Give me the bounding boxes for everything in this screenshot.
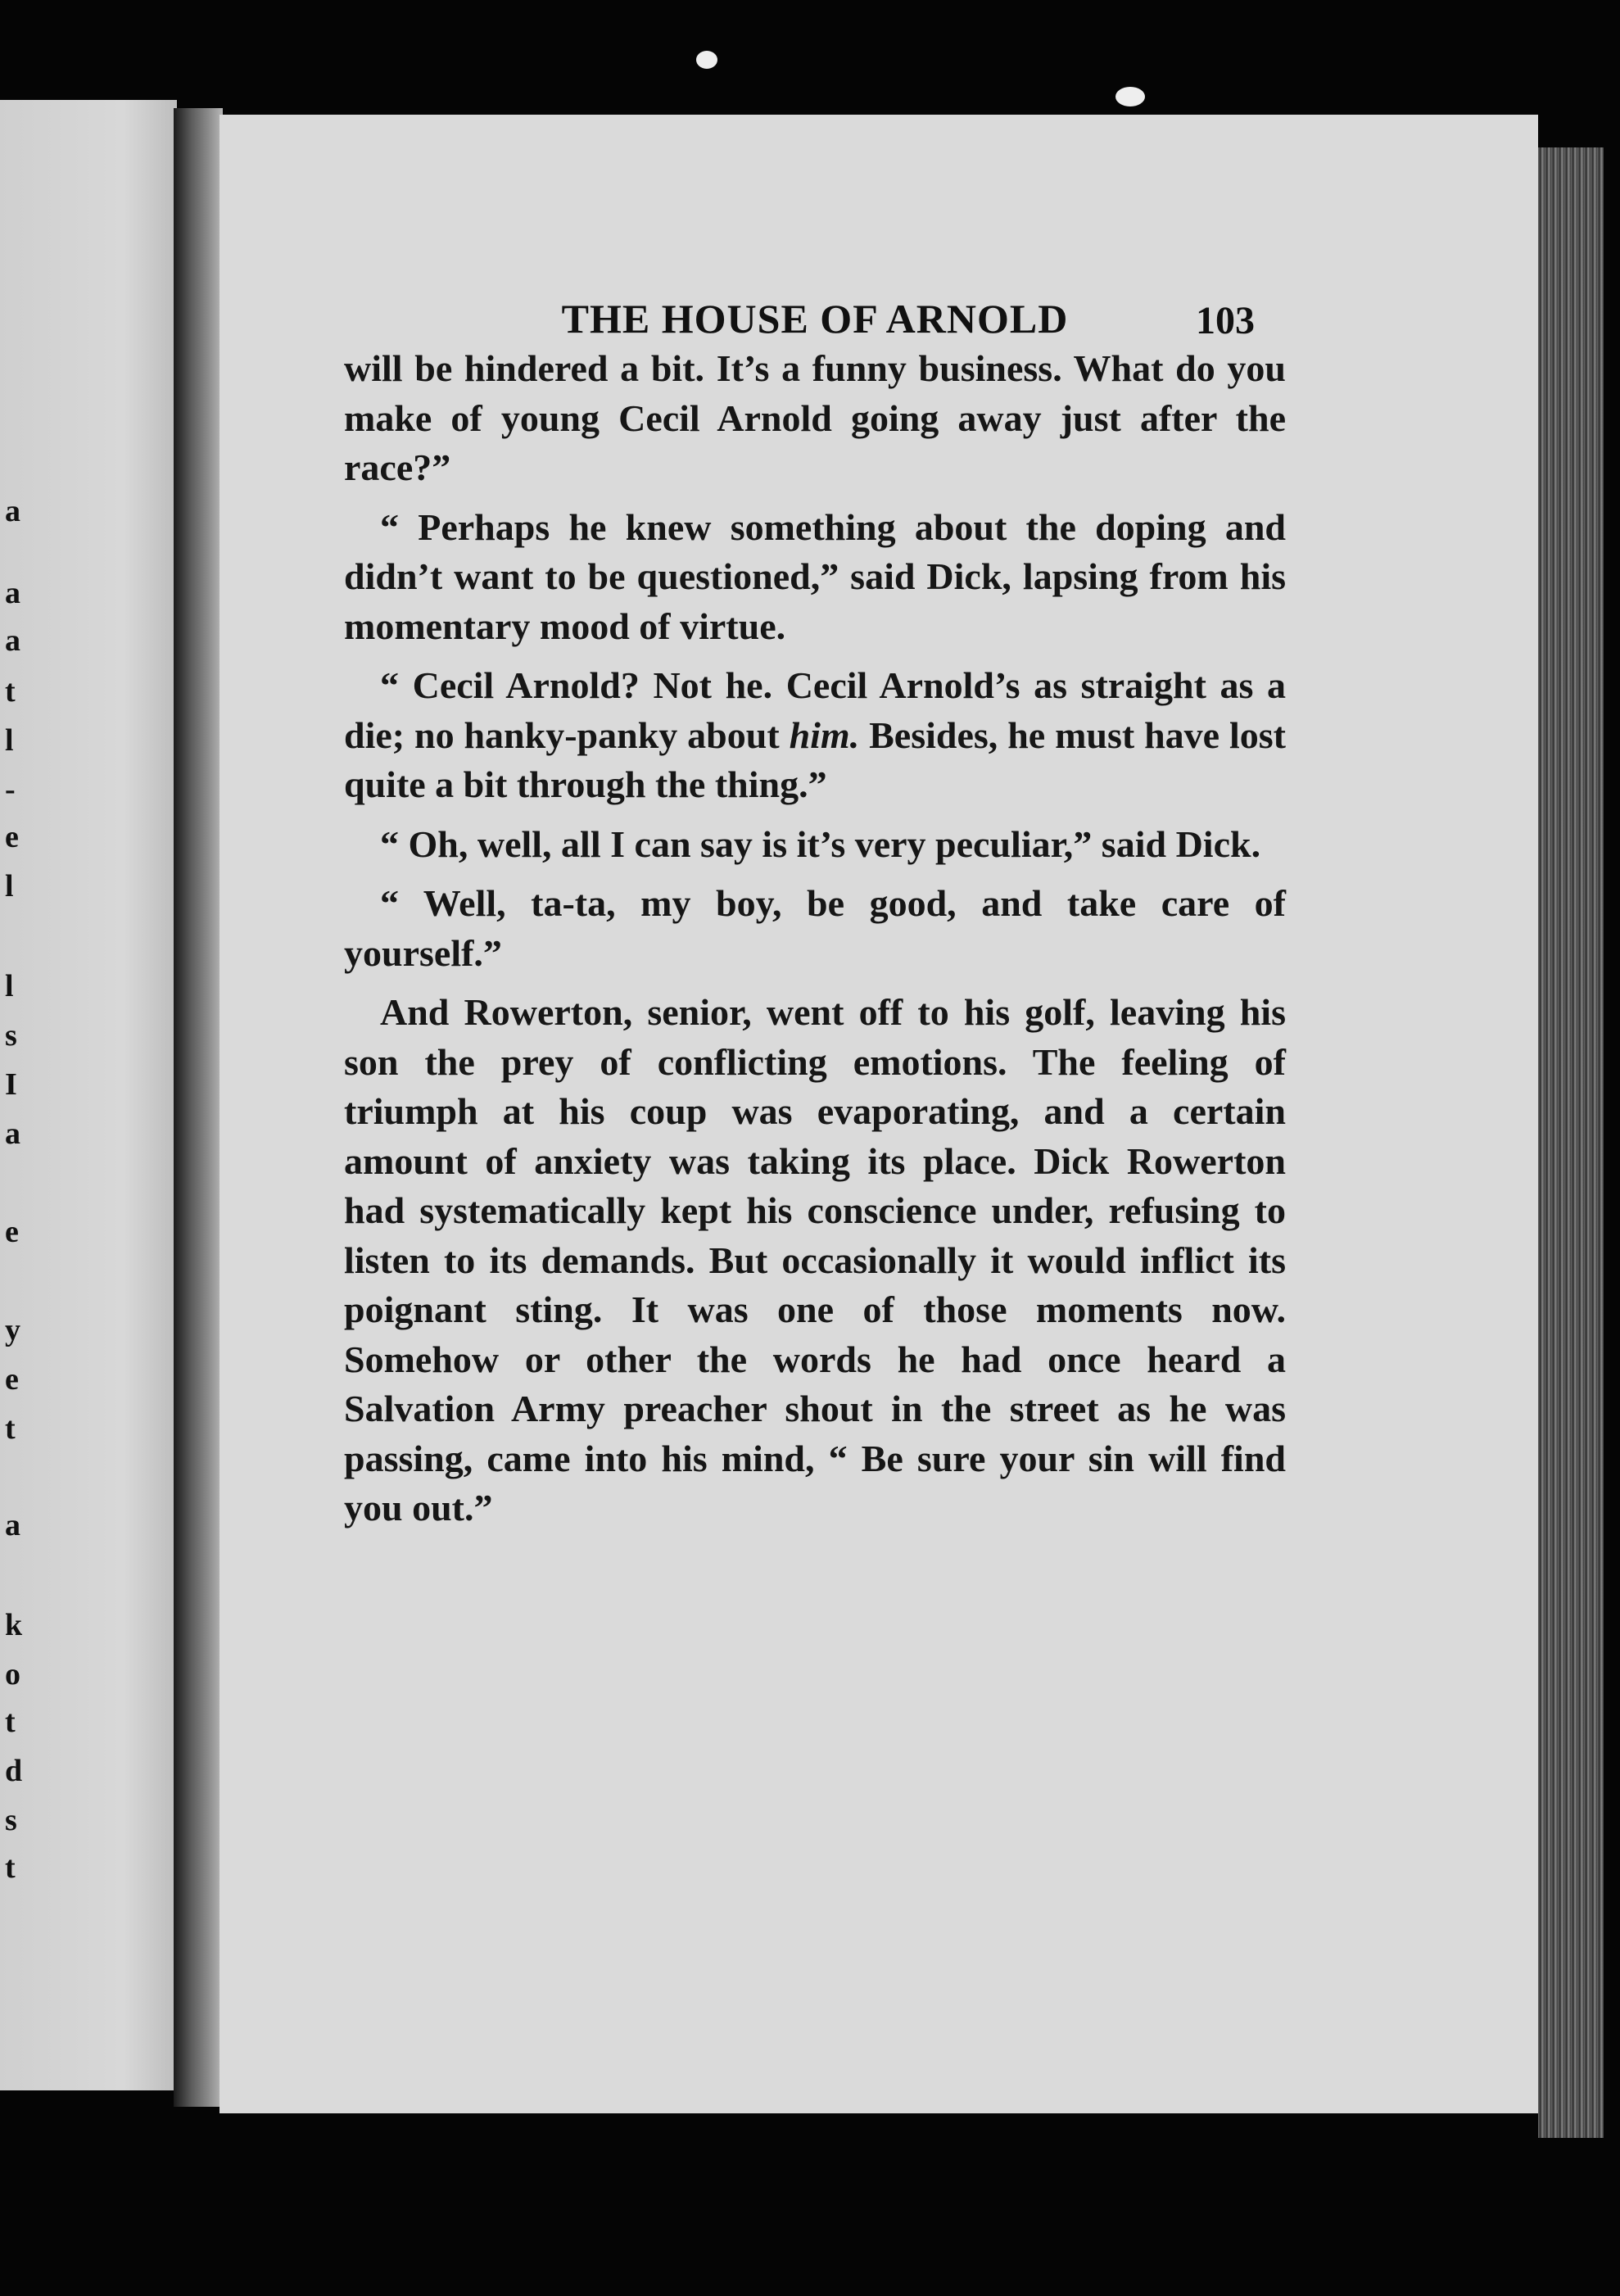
binding-gutter [174,108,223,2107]
dust-speck [696,51,717,69]
prev-letter: s [5,1018,17,1053]
dust-speck [1115,87,1145,106]
paragraph-text: “ Cecil Arnold? Not he. Cecil Arnold’s as straight as a die; no hanky-panky about [344,664,1286,756]
paragraph-text: Besides, he must have lost quite a bit through the thing.” [344,713,1286,805]
prev-letter: e [5,1215,19,1249]
prev-letter: t [5,1850,16,1885]
prev-letter: e [5,1362,19,1397]
paragraph: “ Oh, well, all I can say is it’s very peculiar,” said Dick. [380,822,1261,865]
page-number: 103 [1196,299,1255,342]
page-stack-edge [1538,147,1604,2138]
paragraph: “ Perhaps he knew something about the doping and didn’t want to be questioned,” said Dick, lapsing from his momentary mood of virtue. [344,505,1286,647]
prev-letter: a [5,623,20,658]
paragraph [344,661,1286,810]
prev-letter: t [5,1705,16,1739]
prev-letter: s [5,1803,17,1837]
body-text [344,344,1286,1533]
prev-letter: k [5,1608,23,1642]
emphasis-text: him. [789,713,860,756]
prev-letter: e [5,820,19,854]
prev-letter: a [5,576,20,610]
prev-letter: t [5,1411,16,1446]
prev-letter: - [5,772,16,807]
running-head-title: THE HOUSE OF ARNOLD [561,296,1069,342]
prev-letter: a [5,1508,20,1542]
prev-letter: l [5,723,14,758]
prev-letter: a [5,1116,20,1151]
previous-page-edge [0,100,177,2090]
prev-letter: t [5,674,16,709]
prev-letter: I [5,1067,17,1102]
prev-letter: d [5,1754,23,1788]
prev-letter: a [5,494,20,528]
previous-page-letters [0,100,33,2090]
running-header [311,295,1319,342]
paragraph: “ Well, ta-ta, my boy, be good, and take care of yourself.” [344,882,1286,974]
prev-letter: l [5,969,14,1003]
prev-letter: o [5,1657,20,1691]
paragraph: will be hindered a bit. It’s a funny business. What do you make of young Cecil Arnold going away just after the race?” [344,347,1286,488]
prev-letter: y [5,1313,20,1347]
paragraph: And Rowerton, senior, went off to his golf, leaving his son the prey of conflicting emotions. The feeling of triumph at his coup was evaporating, and a certain amount of anxiety was taking its place. Dick Rowerton had systematically kept his conscience under, refusing to listen to its demands. But occasionally it would inflict its poignant sting. It was one of those moments now. Somehow or other the words he had once heard a Salvation Army preacher shout in the street as he was passing, came into his mind, “ Be sure your sin will find you out.” [344,991,1286,1528]
prev-letter: l [5,869,14,903]
